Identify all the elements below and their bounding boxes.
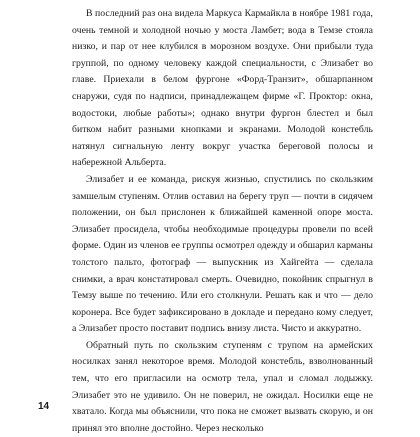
page-body — [72, 6, 373, 437]
paragraph-2: Элизабет и ее команда, рискуя жизнью, спустились по скользким замшелым ступеням. Отлив оставил на берегу труп — почти в сидячем положении, он был прислонен к ближайшей каменной опоре моста. Элизабет просидела, чтобы необходимые процедуры провели по всей форме. Один из членов ее группы осмотрел одежду и обшарил карманы толстого пальто, фотограф — выпускник из Хайгейта — сделала снимки, а врач констатировал смерть. Очевидно, покойник спрыгнул в Темзу выше по течению. Или его столкнули. Решать как и что — дело коронера. Все будет зафиксировано в докладе и передано кому следует, а Элизабет просто поставит подпись внизу листа. Чисто и аккуратно. — [72, 173, 373, 335]
paragraph-3: Обратный путь по скользким ступеням с трупом на армейских носилках занял некоторое время. Молодой констебль, взволнованный тем, что его пригласили на осмотр тела, упал и сломал лодыжку. Элизабет это не удивило. Он не поверил, не ожидал. Носилки еще не хватало. Когда мы объяснили, что пока не сможет вызвать скорую, и он принял это вполне достойно. Через несколько — [72, 339, 373, 434]
paragraph-1: В последний раз она видела Маркуса Кармайкла в ноябре 1981 года, очень темной и холодной ночью у моста Ламбет; вода в Темзе стояла низко, и пар от нее клубился в морозном воздухе. Они прибыли туда группой, по одному человеку каждой специальности, с Элизабет во главе. Приехали в белом фургоне «Форд-Транзит», обшарпанном снаружи, судя по надписи, принадлежащем фирме «Г. Проктор: окна, водостоки, любые работы»; однако внутри фургон блестел и был битком набит разными кнопками и экранами. Молодой констебль натянул сигнальную ленту вокруг участка береговой полосы и набережной Альберта. — [72, 8, 373, 169]
page-number: 14 — [38, 401, 50, 412]
